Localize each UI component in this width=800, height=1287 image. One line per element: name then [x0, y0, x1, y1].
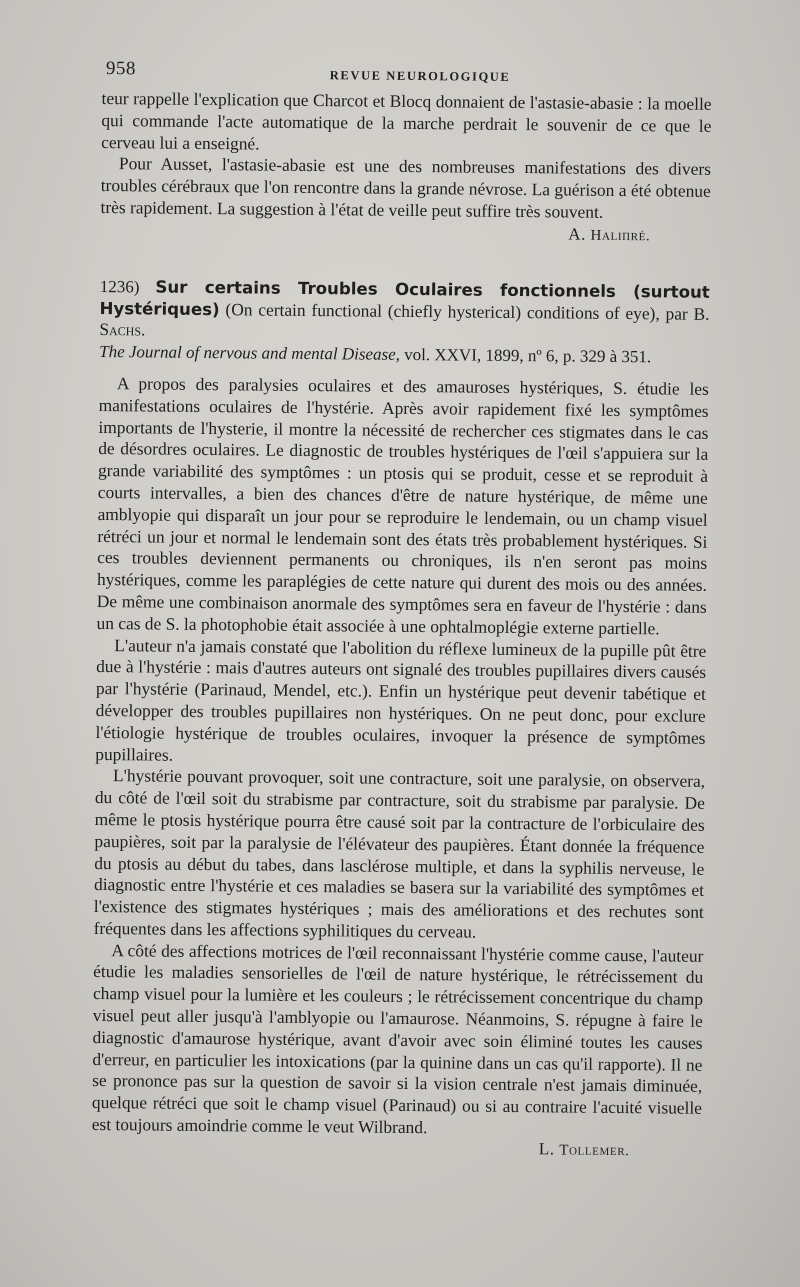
prev-signature-name: Haliпré. [590, 227, 651, 245]
prev-paragraph-2: Pour Ausset, l'astasie-abasie est une des nombreuses manifestations des divers troubles cérébraux que l'on rencontre dans la grande névrose. La guérison a été obtenue très rapidement. La suggestion à l'état de veille peut suffire très souvent. [100, 153, 712, 222]
page-content [91, 58, 712, 1163]
signature-name: Tollemer. [559, 1142, 630, 1159]
running-header [102, 58, 712, 94]
article-paragraph-1: A propos des paralysies oculaires et des amauroses hystériques, S. étudie les manifestations oculaires de l'hystérie. Après avoir rapidement fixé les symptômes importants de l'hysterie, il montre la nécessité de rechercher ces stigmates dans le cas de désordres oculaires. Le diagnostic de troubles hystériques de l'œil s'appuiera sur la grande variabilité des symptômes : un ptosis qui se produit, cesse et se reproduit à courts intervalles, a bien des chances d'être de nature hystérique, de même une amblyopie qui disparaît un jour pour se reproduire le lendemain, ou un champ visuel rétréci un jour et normal le lendemain sont des états très probablement hystériques. Si ces troubles deviennent permanents ou chroniques, ils n'en seront pas moins hystériques, comme les paraplégies de cette nature qui durent des mois ou des années. De même une combinaison anormale des symptômes sera en faveur de l'hystérie : dans un cas de S. la photophobie était associée à une ophtalmoplégie externe partielle. [96, 373, 709, 639]
article-body [91, 373, 708, 1163]
prev-article-signature [100, 219, 710, 248]
page-number: 958 [105, 58, 136, 80]
article-title: Sur certains Troubles Oculaires fonctionnels (surtout Hystériques) [99, 277, 710, 319]
article-number: 1236) [99, 276, 140, 297]
article-paragraph-4: A côté des affections motrices de l'œil reconnaissant l'hystérie comme cause, l'auteur étudie les maladies sensorielles de l'œil de nature hystérique, le rétrécissement du champ visuel pour la lumière et les couleurs ; le rétrécissement concentrique du champ visuel peut aller jusqu'à l'amblyopie ou l'amaurose. Néanmoins, S. répugne à faire le diagnostic d'amaurose hystérique, avant d'avoir avec soin éliminé toutes les causes d'erreur, en particulier les intoxications (par la quinine dans un cas qu'il rapporte). Il ne se prononce pas sur la question de savoir si la vision centrale n'est jamais diminuée, quelque rétréci que soit le champ visuel (Parinaud) ou si au contraire l'acuité visuelle est toujours amoindrie comme le veut Wilbrand. [91, 939, 704, 1138]
article-author: B. Sachs. [99, 303, 710, 340]
signature-initial: L. [538, 1139, 555, 1159]
citation-journal: The Journal of nervous and mental Disease, [99, 342, 401, 365]
prev-paragraph-1: teur rappelle l'explication que Charcot et Blocq donnaient de l'astasie-abasie : la moelle qui commande l'acte automatique de la marche perdrait le souvenir de ce que le cerveau lui a enseigné. [101, 87, 712, 154]
article-subtitle: (On certain functional (chiefly hysterical) conditions of eye), par [225, 298, 688, 324]
article-heading [99, 276, 710, 369]
prev-signature-initial: A. [568, 224, 587, 244]
article-paragraph-3: L'hystérie pouvant provoquer, soit une contracture, soit une paralysie, on observera, du côté de l'œil soit du strabisme par contracture, soit du strabisme par paralysie. De même le ptosis hystérique pourra être causé soit par la contracture de l'orbiculaire des paupières, soit par la paralysie de l'élévateur des paupières. Étant donnée la fréquence du ptosis au début du tabes, dans lasclérose multiple, et dans la syphilis nerveuse, le diagnostic entre l'hystérie et ces maladies se basera sur la variabilité des symptômes et l'existence des stigmates hystériques ; mais des améliorations et des rechutes sont fréquentes dans les affections syphilitiques du cerveau. [93, 765, 706, 942]
journal-title: REVUE NEUROLOGIQUE [329, 68, 511, 84]
article-citation [99, 342, 651, 366]
previous-article-end [100, 88, 711, 248]
citation-reference: vol. XXVI, 1899, nº 6, p. 329 à 351. [404, 345, 652, 367]
article-paragraph-2: L'auteur n'a jamais constaté que l'abolition du réflexe lumineux de la pupille pût être due à l'hystérie : mais d'autres auteurs ont signalé des troubles pupillaires divers causés par l'hystérie (Parinaud, Mendel, etc.). Enfin un hystérique peut devenir tabétique et développer des troubles pupillaires non hystériques. On ne peut donc, pour exclure l'étiologie hystérique de troubles oculaires, invoquer la présence de symptômes pupillaires. [95, 634, 707, 765]
